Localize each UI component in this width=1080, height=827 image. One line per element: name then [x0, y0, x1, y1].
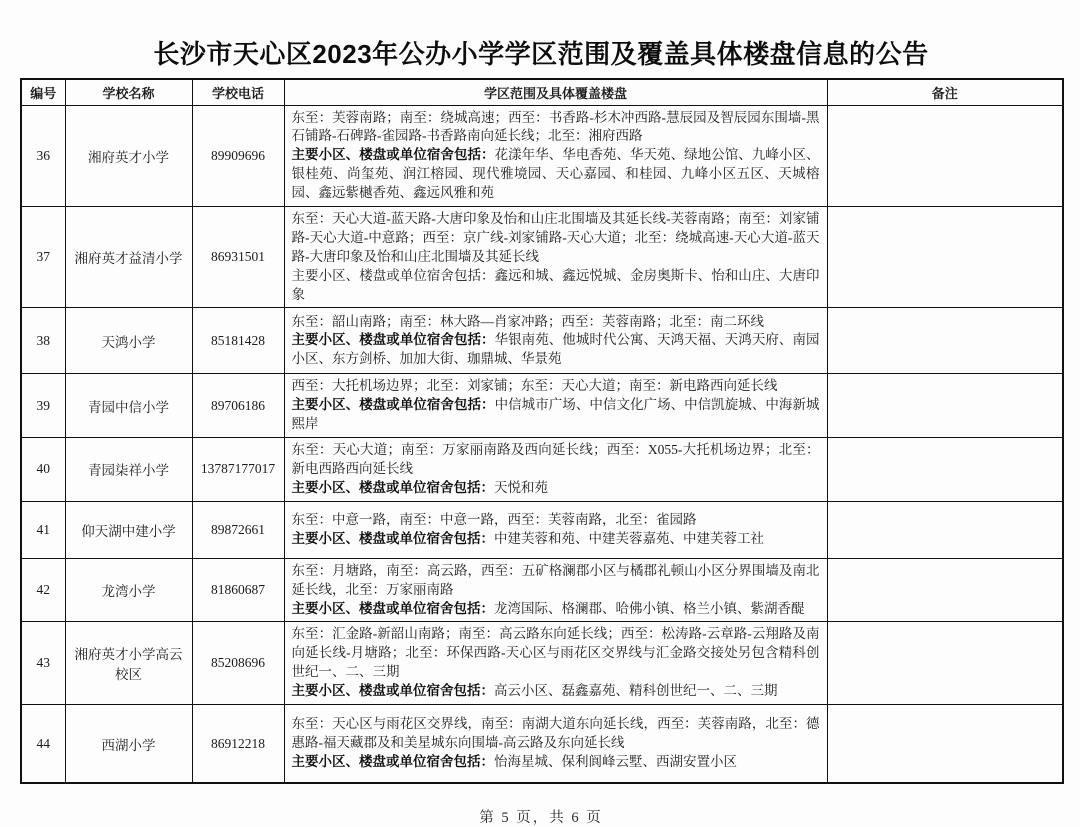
- table-body: [21, 105, 1063, 783]
- table-row: [21, 105, 1063, 206]
- school-name: 天鸿小学: [65, 308, 192, 374]
- estates-label: 主要小区、楼盘或单位宿舍包括：: [291, 147, 495, 163]
- school-phone: 85181428: [192, 308, 284, 374]
- table-row: [21, 206, 1063, 307]
- boundary-text: 东至：天心大道；南至：万家丽南路及西向延长线；西至：X055-大托机场边界；北至：新电西路西向延长线: [291, 442, 820, 476]
- header-school-phone: 学校电话: [192, 79, 284, 105]
- header-district-range: 学区范围及具体覆盖楼盘: [284, 79, 827, 105]
- row-number: 41: [21, 501, 65, 558]
- district-range: [284, 501, 827, 558]
- note-cell: [827, 308, 1063, 374]
- school-phone: 86931501: [192, 206, 284, 307]
- row-number: 44: [21, 704, 65, 783]
- school-phone: 13787177017: [192, 438, 284, 502]
- row-number: 36: [21, 105, 65, 206]
- estates-list: 鑫远和城、鑫远悦城、金房奥斯卡、怡和山庄、大唐印象: [291, 267, 820, 302]
- school-phone: 81860687: [192, 558, 284, 622]
- school-phone: 89706186: [192, 374, 284, 438]
- district-range: [284, 374, 827, 438]
- table-header: [21, 79, 1063, 105]
- estates-list: 高云小区、磊鑫嘉苑、精科创世纪一、二、三期: [494, 683, 778, 699]
- school-phone: 89872661: [192, 501, 284, 558]
- table-row: [21, 704, 1063, 783]
- district-range: [284, 308, 827, 374]
- table-row: [21, 374, 1063, 438]
- row-number: 38: [21, 308, 65, 374]
- district-range: [284, 622, 827, 705]
- estates-list: 天悦和苑: [494, 479, 548, 495]
- note-cell: [827, 206, 1063, 307]
- district-range: [284, 438, 827, 502]
- page-number: 第 5 页，共 6 页: [479, 810, 603, 827]
- header-id: 编号: [21, 79, 65, 105]
- estates-list: 华银南苑、他城时代公寓、天鸿天福、天鸿天府、南园小区、东方剑桥、加加大街、珈鼎城、华景苑: [291, 332, 820, 367]
- note-cell: [827, 704, 1063, 783]
- row-number: 42: [21, 558, 65, 622]
- note-cell: [827, 501, 1063, 558]
- estates-list: 中建芙蓉和苑、中建芙蓉嘉苑、中建芙蓉工社: [494, 530, 764, 546]
- boundary-text: 东至：韶山南路；南至：林大路—肖家冲路；西至：芙蓉南路；北至：南二环线: [291, 313, 764, 329]
- table-row: [21, 308, 1063, 374]
- district-range: [284, 206, 827, 307]
- boundary-text: 东至：天心大道-蓝天路-大唐印象及怡和山庄北围墙及其延长线-芙蓉南路；南至：刘家铺路-天心大道-中意路；西至：京广线-刘家铺路-天心大道；北至：绕城高速-天心大道-蓝天路-大唐印象及怡和山庄北围墙及其延长线: [291, 210, 820, 264]
- school-name: 湘府英才益清小学: [65, 206, 192, 307]
- estates-list: 怡海星城、保利阆峰云墅、西湖安置小区: [494, 754, 737, 770]
- school-district-table: [20, 78, 1064, 784]
- note-cell: [827, 622, 1063, 705]
- boundary-text: 东至：月塘路，南至：高云路，西至：五矿格澜郡小区与橘郡礼顿山小区分界围墙及南北延长线，北至：万家丽南路: [291, 562, 820, 597]
- row-number: 40: [21, 438, 65, 502]
- row-number: 39: [21, 374, 65, 438]
- boundary-text: 东至：中意一路，南至：中意一路，西至：芙蓉南路，北至：雀园路: [291, 511, 697, 527]
- school-name: 青园中信小学: [65, 374, 192, 438]
- estates-label: 主要小区、楼盘或单位宿舍包括：: [291, 754, 494, 770]
- school-name: 龙湾小学: [65, 558, 192, 622]
- header-note: 备注: [827, 79, 1063, 105]
- note-cell: [827, 438, 1063, 502]
- district-range: [284, 105, 827, 206]
- estates-label: 主要小区、楼盘或单位宿舍包括：: [291, 530, 494, 546]
- school-name: 仰天湖中建小学: [65, 501, 192, 558]
- district-range: [284, 558, 827, 622]
- table-row: [21, 622, 1063, 705]
- estates-label: 主要小区、楼盘或单位宿舍包括：: [291, 397, 495, 413]
- note-cell: [827, 558, 1063, 622]
- boundary-text: 东至：天心区与雨花区交界线，南至：南湖大道东向延长线，西至：芙蓉南路，北至：德惠路-福天藏郡及和美星城东向围墙-高云路及东向延长线: [291, 716, 820, 751]
- estates-list: 龙湾国际、格澜郡、哈佛小镇、格兰小镇、紫湖香醍: [494, 600, 805, 616]
- estates-label: 主要小区、楼盘或单位宿舍包括：: [291, 600, 494, 616]
- header-school-name: 学校名称: [65, 79, 192, 105]
- estates-label: 主要小区、楼盘或单位宿舍包括：: [291, 332, 495, 348]
- row-number: 43: [21, 622, 65, 705]
- school-name: 西湖小学: [65, 704, 192, 783]
- table-row: [21, 438, 1063, 502]
- table-row: [21, 558, 1063, 622]
- page-title: 长沙市天心区2023年公办小学学区范围及覆盖具体楼盘信息的公告: [153, 39, 929, 69]
- row-number: 37: [21, 206, 65, 307]
- boundary-text: 西至：大托机场边界；北至：刘家铺；东至：天心大道；南至：新电路西向延长线: [291, 378, 778, 394]
- estates-label: 主要小区、楼盘或单位宿舍包括：: [291, 267, 495, 283]
- district-range: [284, 704, 827, 783]
- school-phone: 86912218: [192, 704, 284, 783]
- header-row: [21, 79, 1063, 105]
- school-phone: 89909696: [192, 105, 284, 206]
- school-name: 湘府英才小学高云校区: [65, 622, 192, 705]
- school-name: 青园柒祥小学: [65, 438, 192, 502]
- school-phone: 85208696: [192, 622, 284, 705]
- estates-label: 主要小区、楼盘或单位宿舍包括：: [291, 479, 494, 495]
- boundary-text: 东至：汇金路-新韶山南路；南至：高云路东向延长线；西至：松涛路-云章路-云翔路及南向延长线-月塘路；北至：环保西路-天心区与雨花区交界线与汇金路交接处另包含精科创世纪一、二、三期: [291, 626, 820, 680]
- estates-label: 主要小区、楼盘或单位宿舍包括：: [291, 683, 494, 699]
- note-cell: [827, 374, 1063, 438]
- note-cell: [827, 105, 1063, 206]
- boundary-text: 东至：芙蓉南路；南至：绕城高速；西至：书香路-杉木冲西路-慧辰园及智辰园东围墙-黑石铺路-石碑路-雀园路-书香路南向延长线；北至：湘府西路: [291, 109, 820, 144]
- table-row: [21, 501, 1063, 558]
- estates-list: 中信城市广场、中信文化广场、中信凯旋城、中海新城熙岸: [291, 397, 820, 432]
- school-name: 湘府英才小学: [65, 105, 192, 206]
- estates-list: 花漾年华、华电香苑、华天苑、绿地公馆、九峰小区、银桂苑、尚玺苑、润江榕园、现代雅境园、天心嘉园、和桂园、九峰小区五区、天城榕园、鑫远紫樾香苑、鑫远风雅和苑: [291, 147, 820, 201]
